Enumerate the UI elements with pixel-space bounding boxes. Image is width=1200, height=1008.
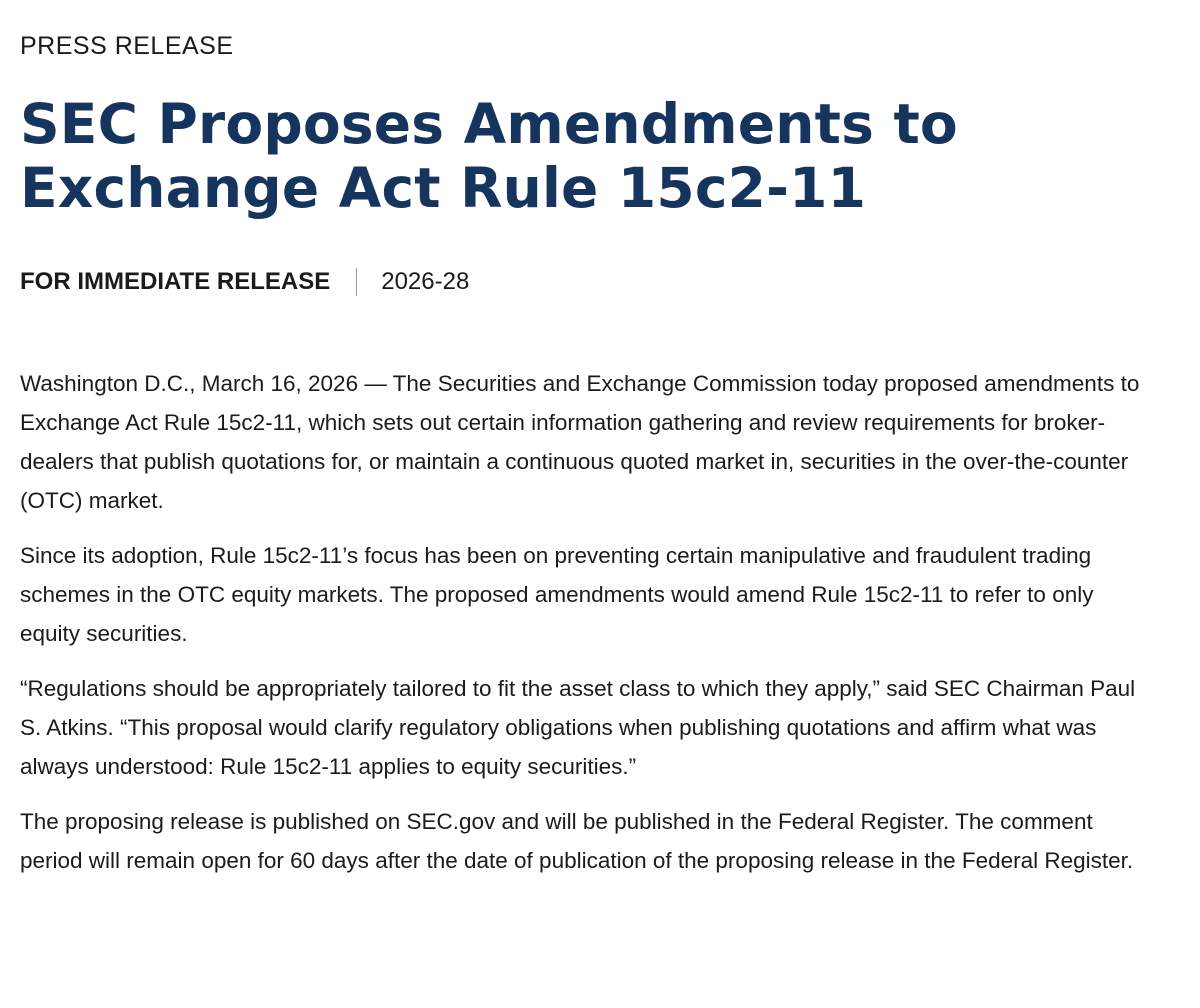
release-body [20,364,1140,896]
release-number: 2026-28 [381,268,470,295]
body-paragraph: “Regulations should be appropriately tailored to fit the asset class to which they apply,” said SEC Chairman Paul S. Atkins. “This proposal would clarify regulatory obligations when publishing quotations and affirm what was always understood: Rule 15c2-11 applies to equity securities.” [20,676,1136,779]
body-paragraph: Since its adoption, Rule 15c2-11’s focus has been on preventing certain manipulative and fraudulent trading schemes in the OTC equity markets. The proposed amendments would amend Rule 15c2-11 to refer to only equity securities. [20,543,1094,646]
release-label: FOR IMMEDIATE RELEASE [20,268,331,295]
body-paragraph: Washington D.C., March 16, 2026 — The Securities and Exchange Commission today proposed amendments to Exchange Act Rule 15c2-11, which sets out certain information gathering and review requirements for broker-dealers that publish quotations for, or maintain a continuous quoted market in, securities in the over-the-counter (OTC) market. [20,371,1140,513]
page-title: SEC Proposes Amendments to Exchange Act Rule 15c2-11 [20,92,958,220]
body-paragraph: The proposing release is published on SEC.gov and will be published in the Federal Register. The comment period will remain open for 60 days after the date of publication of the proposing release in the Federal Register. [20,809,1134,873]
meta-divider [356,268,357,296]
release-meta [20,268,469,296]
page-eyebrow: PRESS RELEASE [20,32,234,60]
